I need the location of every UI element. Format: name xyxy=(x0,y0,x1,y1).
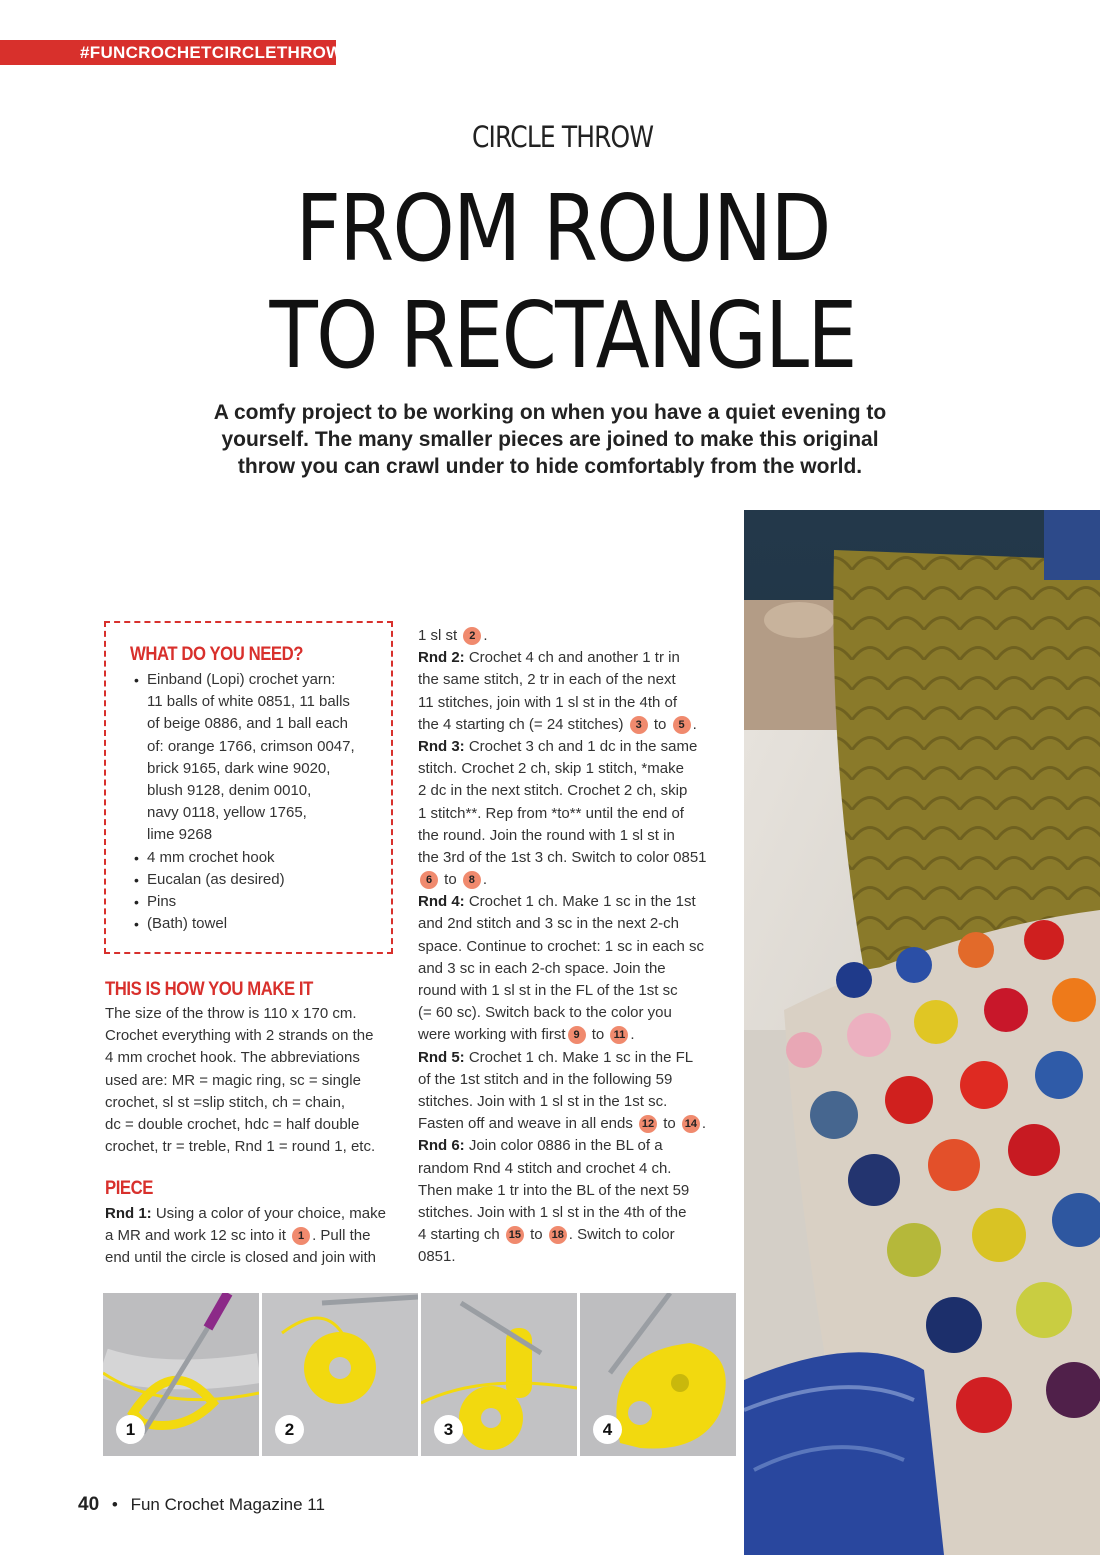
step-number-badge: 4 xyxy=(593,1415,622,1444)
headline-line-2: TO RECTANGLE xyxy=(269,282,856,389)
materials-line: 11 balls of white 0851, 11 balls xyxy=(147,693,350,710)
instructions-column: 1 sl st 2 . Rnd 2: Crochet 4 ch and another 1 tr in the same stitch, 2 tr in each of the next 11 stitches, join with 1 sl st in the 4th of the 4 starting ch (= 24 stitches) 3 to 5 . Rnd 3: Crochet 3 ch and 1 dc in the same stitch. Crochet 2 ch, skip 1 stitch, *make 2 dc in the next stitch. Crochet 2 ch, skip 1 stitch**. Rep from *to** until the end of the round. Join the round with 1 sl st in the 3rd of the 1st 3 ch. Switch to color 0851 6 to 8 . Rnd 4: Crochet 1 ch. Make 1 sc in the 1st and 2nd stitch and 3 sc in the next 2-ch space. Continue to crochet: 1 sc in each sc and 3 sc in each 2-ch space. Join the round with 1 sl st in the FL of the 1st sc (= 60 sc). Switch back to the color you were working with first 9 to 11 . Rnd 5: Crochet 1 ch. Make 1 sc in the FL of the 1st stitch and in the following 59 stitches. Join with 1 sl st in the 1st sc. Fasten off and weave in all ends 12 to 14 . Rnd 6: Join color 0886 in the BL of a random Rnd 4 stitch and crochet 4 ch. Then make 1 tr into the BL of the next 59 stitches. Join with 1 sl st in the 4th of the 4 starting ch 15 to 18 . Switch to color 0851. xyxy=(418,627,707,1266)
materials-item: • (Bath) towel xyxy=(134,913,227,935)
materials-item: • Eucalan (as desired) xyxy=(134,869,285,891)
piece-text: Rnd 1: Using a color of your choice, make a MR and work 12 sc into it 1 . Pull the end until the circle is closed and join with xyxy=(105,1205,386,1267)
intro-line: throw you can crawl under to hide comfortably from the world. xyxy=(237,455,863,478)
step-ref-badge: 12 xyxy=(639,1115,657,1133)
step-ref-badge: 11 xyxy=(610,1026,628,1044)
step-ref-badge: 3 xyxy=(630,716,648,734)
step-ref-badge: 14 xyxy=(682,1115,700,1133)
materials-line: navy 0118, yellow 1765, xyxy=(147,804,307,821)
materials-item: • Pins xyxy=(134,891,176,913)
step-ref-badge: 2 xyxy=(463,627,481,645)
magazine-name: Fun Crochet Magazine 11 xyxy=(130,1495,325,1514)
step-number-badge: 2 xyxy=(275,1415,304,1444)
step-photo-2 xyxy=(262,1293,418,1456)
page-footer xyxy=(78,1494,325,1516)
materials-box xyxy=(104,621,393,954)
intro-line: A comfy project to be working on when you have a quiet evening to xyxy=(213,401,887,424)
section-kicker: CIRCLE THROW xyxy=(471,120,654,154)
materials-line: of: orange 1766, crimson 0047, xyxy=(147,738,355,755)
intro-line: yourself. The many smaller pieces are joined to make this original xyxy=(221,428,879,451)
piece-title: PIECE xyxy=(105,1178,153,1199)
materials-item: • Einband (Lopi) crochet yarn: xyxy=(134,669,335,691)
step-ref-badge: 15 xyxy=(506,1226,524,1244)
step-ref-badge: 1 xyxy=(292,1227,310,1245)
step-ref-badge: 9 xyxy=(568,1026,586,1044)
intro-paragraph xyxy=(150,399,950,480)
headline-line-1: FROM ROUND xyxy=(295,175,830,282)
page-number: 40 xyxy=(78,1494,100,1515)
step-number-badge: 1 xyxy=(116,1415,145,1444)
materials-line: lime 9268 xyxy=(147,826,213,843)
materials-item: • 4 mm crochet hook xyxy=(134,847,275,869)
step-ref-badge: 5 xyxy=(673,716,691,734)
step-photo-4 xyxy=(580,1293,736,1456)
step-number-badge: 3 xyxy=(434,1415,463,1444)
howto-title: THIS IS HOW YOU MAKE IT xyxy=(105,979,313,1000)
materials-line: blush 9128, denim 0010, xyxy=(147,782,312,799)
materials-title: WHAT DO YOU NEED? xyxy=(130,644,304,665)
hashtag-banner: #FUNCROCHETCIRCLETHROW xyxy=(0,40,336,65)
materials-line: of beige 0886, and 1 ball each xyxy=(147,715,348,732)
step-ref-badge: 8 xyxy=(463,871,481,889)
step-photo-1 xyxy=(103,1293,259,1456)
step-photo-3 xyxy=(421,1293,577,1456)
footer-separator: • xyxy=(111,1495,118,1514)
howto-text: The size of the throw is 110 x 170 cm. Crochet everything with 2 strands on the 4 mm crochet hook. The abbreviations used are: MR = magic ring, sc = single crochet, sl st =slip stitch, ch = chain, dc = double crochet, hdc = half double crochet, tr = treble, Rnd 1 = round 1, etc. xyxy=(105,1005,376,1156)
throw-product-photo xyxy=(744,510,1100,1555)
materials-line: brick 9165, dark wine 9020, xyxy=(147,760,331,777)
step-ref-badge: 6 xyxy=(420,871,438,889)
step-ref-badge: 18 xyxy=(549,1226,567,1244)
